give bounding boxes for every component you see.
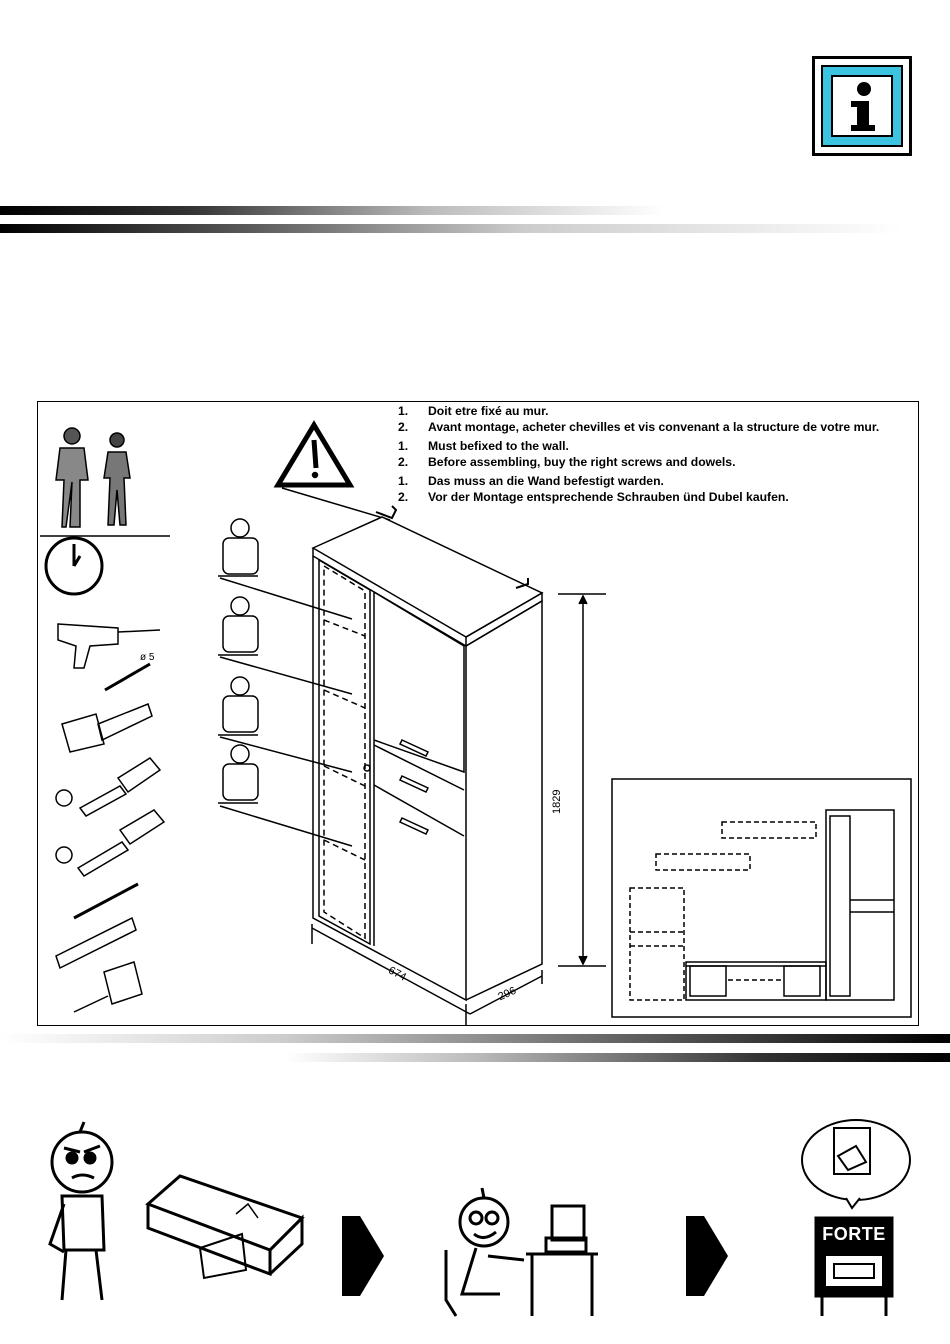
width-label: 674 (386, 964, 409, 984)
height-label: 1829 (551, 789, 563, 814)
svg-text:ø 5: ø 5 (140, 652, 155, 663)
note-line: 2. Vor der Montage entsprechende Schrauben ünd Dubel kaufen. (398, 489, 789, 504)
angry-man-icon (50, 1122, 112, 1300)
note-line: 1. Doit etre fixé au mur. (398, 404, 549, 418)
note-line: 2. Avant montage, acheter chevilles et vis convenant a la structure de votre mur. (398, 419, 880, 434)
next-arrow-icon (686, 1216, 728, 1296)
speech-bubble-icon (802, 1120, 910, 1208)
note-line: 1. Das muss an die Wand befestigt warden. (398, 474, 664, 488)
store-label: FORTE (822, 1224, 886, 1244)
note-line: 2. Before assembling, buy the right screws and dowels. (398, 454, 736, 469)
next-arrow-icon (342, 1216, 384, 1296)
man-at-computer-icon (446, 1188, 598, 1316)
note-line: 1. Must befixed to the wall. (398, 439, 569, 453)
depth-label: 296 (496, 984, 519, 1004)
parts-package-icon (148, 1176, 302, 1278)
